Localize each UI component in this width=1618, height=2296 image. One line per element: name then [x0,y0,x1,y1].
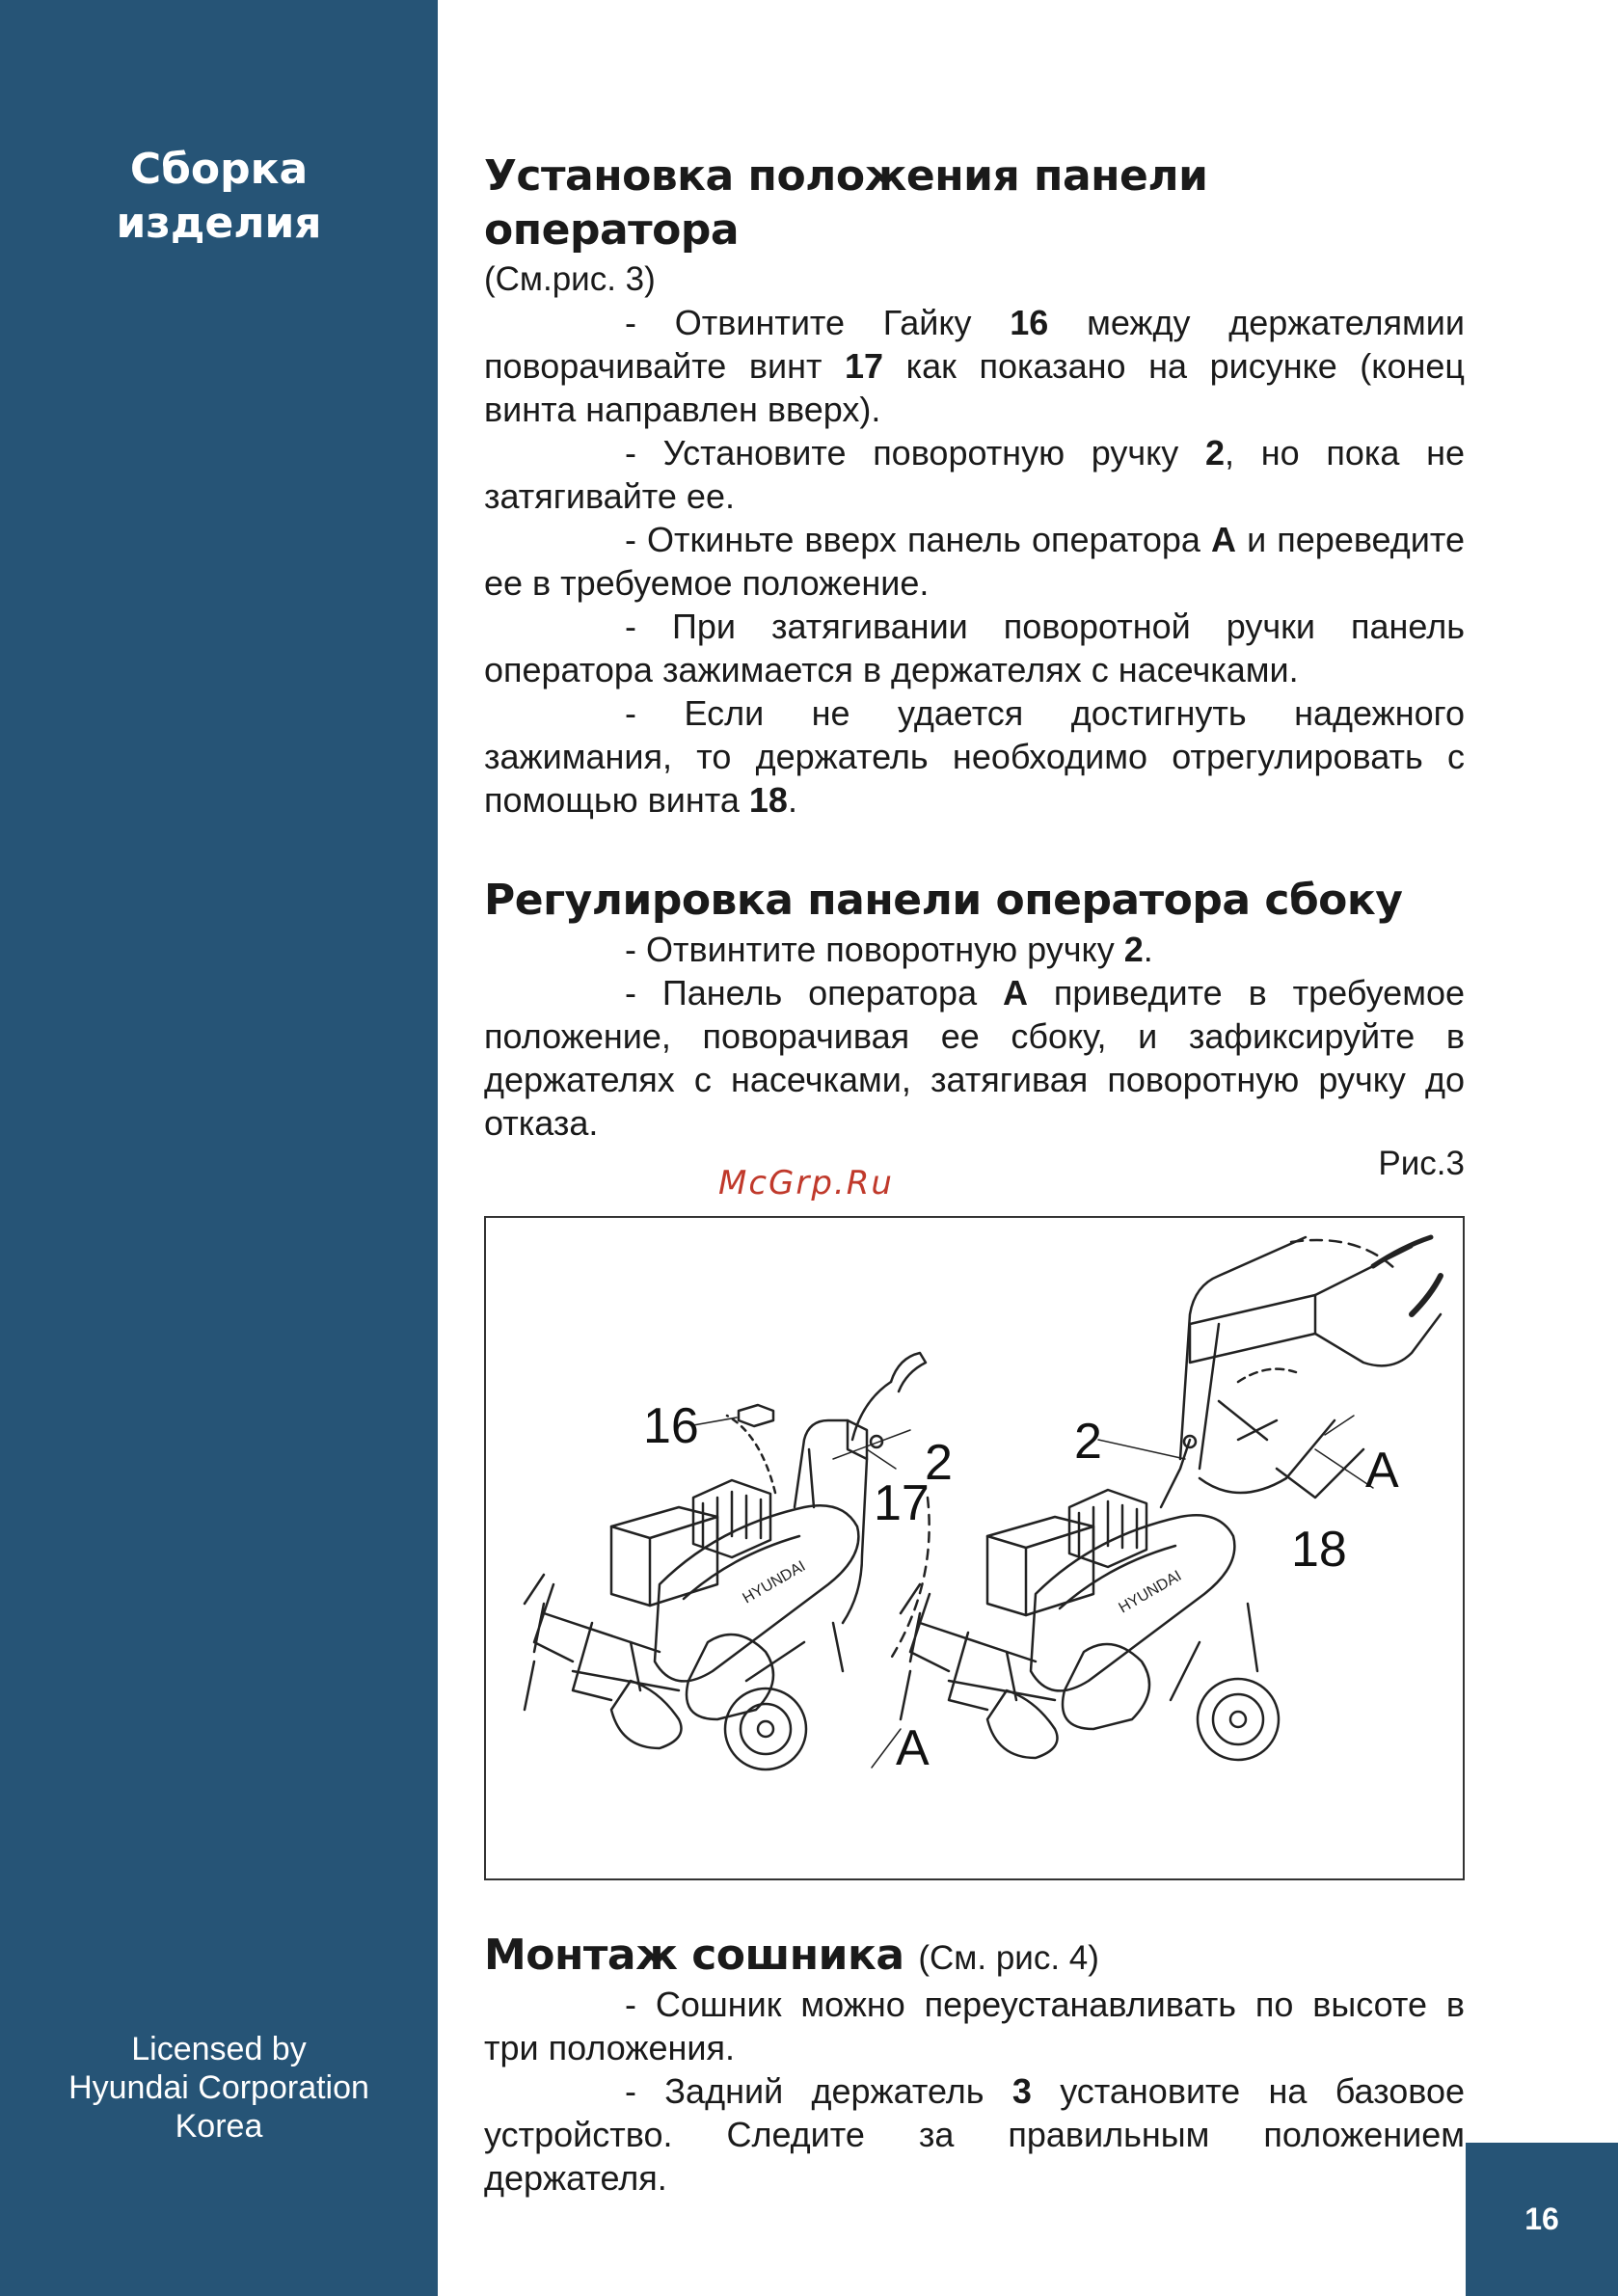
section-title-line1: Сборка [129,145,309,194]
figure-tiller-diagram [484,1216,1465,1880]
callout-2-right: 2 [1074,1414,1102,1470]
section-title-line2: изделия [116,199,322,248]
section1-para4: - При затягивании поворотной ручки панель оператора зажимается в держателях с насечками. [484,607,1465,689]
page-number: 16 [1524,2201,1559,2236]
section2-heading: Регулировка панели оператора сбоку [484,876,1403,925]
svg-text:HYUNDAI: HYUNDAI [740,1557,809,1607]
callout-16: 16 [643,1398,699,1454]
license-line1: Licensed by [131,2031,307,2067]
section1-para1: - Отвинтите Гайку 16 между держателямии поворачивайте винт 17 как показано на рисунке (конец винта направлен вверх). [484,303,1466,429]
license-line3: Korea [175,2108,263,2145]
figure-label: Рис.3 [1378,1145,1465,1182]
figure-header [484,1145,1465,1208]
callout-A-left: A [896,1720,930,1776]
section2-para1: - Отвинтите поворотную ручку 2. [625,930,1153,969]
section3-para2: - Задний держатель 3 установите на базовое устройство. Следите за правильным положением держателя. [484,2071,1465,2198]
section-title [0,143,438,251]
tiller-right-drawing [901,1237,1441,1760]
tiller-left-drawing [525,1353,930,1769]
callout-17: 17 [874,1475,930,1531]
section1-heading: Установка положения панели оператора [484,151,1208,255]
license-note [0,2030,438,2146]
watermark: McGrp.Ru [718,1164,894,1202]
section1-para5: - Если не удается достигнуть надежного зажимания, то держатель необходимо отрегулировать с помощью винта 18. [484,693,1465,820]
callout-18: 18 [1291,1522,1347,1578]
sidebar [0,0,438,2296]
main-content [484,149,1465,2200]
section1-ref: (См.рис. 3) [484,260,656,298]
section3-heading: Монтаж сошника (См. рис. 4) [484,1931,1099,1980]
callout-A-right: A [1365,1443,1399,1499]
section3-para1: - Сошник можно переустанавливать по высоте в три положения. [484,1985,1465,2067]
page-number-box [1466,2143,1618,2296]
section1-para2: - Установите поворотную ручку 2, но пока не затягивайте ее. [484,433,1466,516]
section1-para3: - Откиньте вверх панель оператора A и переведите ее в требуемое положение. [484,520,1466,603]
svg-text:HYUNDAI: HYUNDAI [1116,1567,1185,1617]
callout-2-left: 2 [925,1435,953,1491]
section2-para2: - Панель оператора A приведите в требуемое положение, поворачивая ее сбоку, и зафиксируйте в держателях с насечками, затягивая поворотную ручку до отказа. [484,973,1465,1143]
license-line2: Hyundai Corporation [68,2069,369,2106]
section3-ref: (См. рис. 4) [918,1939,1099,1977]
